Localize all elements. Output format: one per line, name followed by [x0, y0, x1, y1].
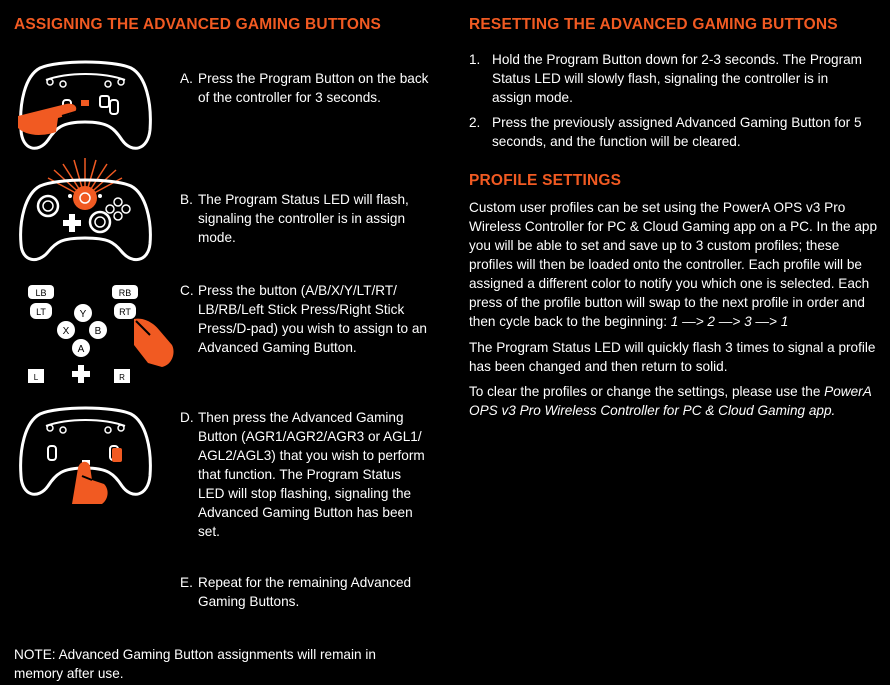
assign-note: NOTE: Advanced Gaming Button assignments will remain in memory after use.: [14, 647, 376, 681]
reset-step-2-text: Press the previously assigned Advanced Gaming Button for 5 seconds, and the function will be cleared.: [492, 115, 862, 149]
step-d-line1: Then press the Advanced Gaming: [198, 410, 404, 425]
profile-para-3: [469, 382, 879, 420]
step-c-line1: Press the button (A/B/X/Y/LT/RT/: [198, 283, 397, 298]
step-d: [180, 408, 425, 541]
step-b: [180, 190, 420, 247]
step-b-line1: The Program Status LED will flash,: [198, 192, 409, 207]
lb-label: LB: [35, 288, 47, 298]
profile-heading: PROFILE SETTINGS: [469, 172, 622, 189]
b-label: B: [94, 326, 102, 337]
lt-label: LT: [36, 307, 46, 317]
x-label: X: [62, 326, 70, 337]
step-e-label: E.: [180, 575, 193, 590]
step-e-rest: Gaming Buttons.: [198, 594, 300, 609]
r-label: R: [119, 373, 125, 382]
profile-app-name: PowerA OPS v3 Pro Wireless Controller for PC & Cloud Gaming app.: [469, 384, 872, 418]
controller-agb-illustration: [18, 404, 153, 504]
profile-cycle: 1 —> 2 —> 3 —> 1: [670, 314, 789, 329]
rb-label: RB: [118, 288, 132, 298]
step-b-label: B.: [180, 192, 193, 207]
step-a: [180, 69, 440, 107]
step-a-rest: of the controller for 3 seconds.: [198, 90, 381, 105]
reset-step-1-text: Hold the Program Button down for 2-3 seconds. The Program Status LED will slowly flash, signaling the controller is in assign mode.: [492, 52, 862, 105]
assign-heading: ASSIGNING THE ADVANCED GAMING BUTTONS: [14, 16, 382, 33]
reset-step-1-num: 1.: [469, 52, 481, 67]
step-c: [180, 281, 430, 357]
reset-step-2: [469, 113, 869, 151]
step-d-rest: Button (AGR1/AGR2/AGR3 or AGL1/ AGL2/AGL3) that you wish to perform that function. The Program Status LED will stop flashing, signaling the Advanced Gaming Button has been set.: [198, 429, 425, 539]
controller-back-illustration: [18, 58, 153, 158]
reset-step-1: [469, 50, 869, 107]
step-c-rest: LB/RB/Left Stick Press/Right Stick Press/D-pad) you wish to assign to an Advanced Gaming Button.: [198, 302, 427, 355]
a-label: A: [77, 344, 85, 355]
reset-steps: [469, 50, 869, 157]
controller-front-flash-illustration: [18, 156, 153, 266]
profile-para-1-text: Custom user profiles can be set using the PowerA OPS v3 Pro Wireless Controller for PC & Cloud Gaming app on a PC. In the app you will be able to set and save up to 3 custom profiles; these profiles will then be loaded onto the controller. Each profile will be assigned a different color to notify you which one is selected. Each press of the profile button will swap to the next profile in order and then cycle back to the beginning:: [469, 200, 878, 329]
profile-para-3-text: To clear the profiles or change the settings, please use the: [469, 384, 821, 399]
step-a-line1: Press the Program Button on the back: [198, 71, 429, 86]
l-label: L: [33, 373, 39, 382]
reset-heading: RESETTING THE ADVANCED GAMING BUTTONS: [469, 16, 838, 33]
rt-label: RT: [119, 307, 131, 317]
step-a-label: A.: [180, 71, 193, 86]
reset-step-2-num: 2.: [469, 115, 481, 130]
profile-para-2: The Program Status LED will quickly flash 3 times to signal a profile has been changed and then return to solid.: [469, 340, 876, 374]
button-map-illustration: [26, 283, 176, 393]
step-c-label: C.: [180, 283, 194, 298]
step-b-rest: signaling the controller is in assign mode.: [198, 211, 406, 245]
step-e-line1: Repeat for the remaining Advanced: [198, 575, 412, 590]
profile-para-1: [469, 198, 881, 331]
y-label: Y: [79, 309, 87, 320]
step-e: [180, 573, 430, 611]
step-d-label: D.: [180, 410, 194, 425]
